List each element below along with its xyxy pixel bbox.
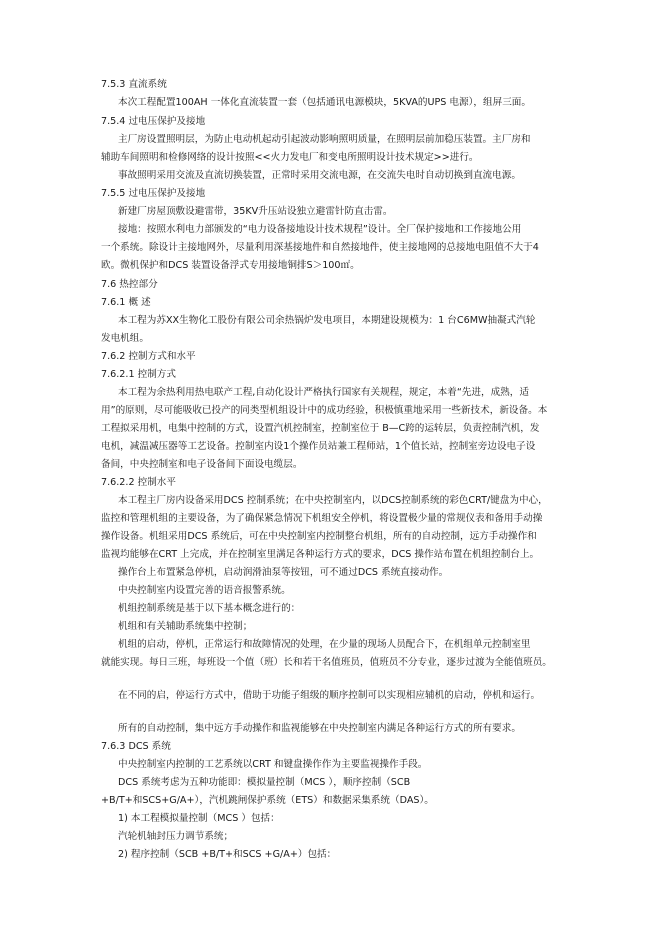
list-item: 1) 本工程模拟量控制（MCS ）包括：: [118, 813, 280, 824]
heading-7-5-3: 7.5.3 直流系统: [101, 79, 167, 90]
paragraph-line: 一个系统。除设计主接地网外，尽量利用深基接地件和自然接地件，使主接地网的总接地电阻值不大于4: [101, 242, 539, 253]
paragraph-line: 发电机组。: [101, 333, 149, 344]
paragraph-line: 事故照明采用交流及直流切换装置，正常时采用交流电源，在交流失电时自动切换到直流电源。: [118, 170, 521, 181]
paragraph-line: 主厂房设置照明层，为防止电动机起动引起波动影响照明质量，在照明层前加稳压装置。主厂房和: [118, 134, 531, 145]
list-item: 2) 程序控制（SCB +B/T+和SCS +G/A+）包括：: [118, 849, 337, 860]
heading-7-5-5: 7.5.5 过电压保护及接地: [101, 188, 206, 199]
paragraph-line: 本工程为余热利用热电联产工程,自动化设计严格执行国家有关规程，规定，本着“先进，成熟，适: [118, 387, 529, 398]
paragraph-line: 机组控制系统是基于以下基本概念进行的：: [118, 603, 301, 614]
paragraph-line: 欧。微机保护和DCS 装置设备浮式专用接地铜排S＞100㎡。: [101, 260, 360, 271]
paragraph-line: 电机，减温减压器等工艺设备。控制室内设1个操作员站兼工程师站，1个值长站，控制室旁边设电子设: [101, 441, 536, 452]
paragraph-line: 工程拟采用机，电集中控制的方式，设置汽机控制室，控制室位于 B—C跨的运转层，负责控制汽机，发: [101, 423, 540, 434]
paragraph-line: 本工程为苏XX生物化工股份有限公司余热锅炉发电项目，本期建设规模为：1 台C6MW抽凝式汽轮: [118, 315, 536, 326]
paragraph-line: 本工程主厂房内设备采用DCS 控制系统；在中央控制室内，以DCS控制系统的彩色CRT/键盘为中心，: [118, 495, 548, 506]
paragraph-line: 就能实现。每日三班，每班设一个值（班）长和若干名值班员，值班员不分专业，逐步过渡为全能值班员。: [101, 657, 552, 668]
paragraph-line: 在不同的启，停运行方式中，借助于功能子组级的顺序控制可以实现相应辅机的启动，停机和运行。: [118, 690, 541, 701]
paragraph-line: 操作设备。机组采用DCS 系统后，可在中央控制室内控制整台机组，所有的自动控制，远方手动操作和: [101, 531, 537, 542]
paragraph-line: 新建厂房屋顶敷设避雷带，35KV升压站设独立避雷针防直击雷。: [118, 206, 393, 217]
paragraph-line: 所有的自动控制，集中远方手动操作和监视能够在中央控制室内满足各种运行方式的所有要求。: [118, 723, 521, 734]
paragraph-line: 接地：按照水利电力部颁发的“电力设备接地设计技术规程”设计。全厂保护接地和工作接地公用: [118, 224, 522, 235]
heading-7-6: 7.6 热控部分: [101, 279, 158, 290]
paragraph-line: 机组的启动，停机，正常运行和故障情况的处理，在少量的现场人员配合下，在机组单元控制室里: [118, 639, 531, 650]
heading-7-6-2-1: 7.6.2.1 控制方式: [101, 369, 176, 380]
paragraph-line: 用”的原则，尽可能吸收已投产的同类型机组设计中的成功经验，积极慎重地采用一些新技术，新设备。本: [101, 405, 548, 416]
heading-7-6-2: 7.6.2 控制方式和水平: [101, 351, 196, 362]
heading-7-6-1: 7.6.1 概 述: [101, 297, 151, 308]
paragraph-line: 辅助车间照明和检修网络的设计按照<<火力发电厂和变电所照明设计技术规定>>进行。: [101, 152, 479, 163]
paragraph-line: 中央控制室内设置完善的语音报警系统。: [118, 585, 291, 596]
heading-7-6-3: 7.6.3 DCS 系统: [101, 741, 171, 752]
paragraph-line: DCS 系统考虑为五种功能即：模拟量控制（MCS ），顺序控制（SCB: [118, 777, 411, 788]
paragraph-line: 中央控制室内控制的工艺系统以CRT 和键盘操作作为主要监视操作手段。: [118, 759, 428, 770]
paragraph-line: +B/T+和SCS+G/A+），汽机跳闸保护系统（ETS）和数据采集系统（DAS）。: [101, 795, 434, 806]
list-item: 汽轮机轴封压力调节系统；: [118, 831, 234, 842]
paragraph-line: 监视均能够在CRT 上完成，并在控制室里满足各种运行方式的要求，DCS 操作站布置在机组控制台上。: [101, 549, 540, 560]
paragraph-line: 备间，中央控制室和电子设备间下面设电缆层。: [101, 459, 303, 470]
paragraph-line: 机组和有关辅助系统集中控制；: [118, 621, 253, 632]
heading-7-5-4: 7.5.4 过电压保护及接地: [101, 116, 206, 127]
paragraph-line: 监控和管理机组的主要设备，为了确保紧急情况下机组安全停机，将设置极少量的常规仪表和备用手动操: [101, 513, 543, 524]
heading-7-6-2-2: 7.6.2.2 控制水平: [101, 477, 176, 488]
paragraph-line: 操作台上布置紧急停机，启动润滑油泵等按钮，可不通过DCS 系统直接动作。: [118, 567, 449, 578]
paragraph-line: 本次工程配置100AH 一体化直流装置一套（包括通讯电源模块，5KVA的UPS 电源），组屏三面。: [118, 97, 531, 108]
